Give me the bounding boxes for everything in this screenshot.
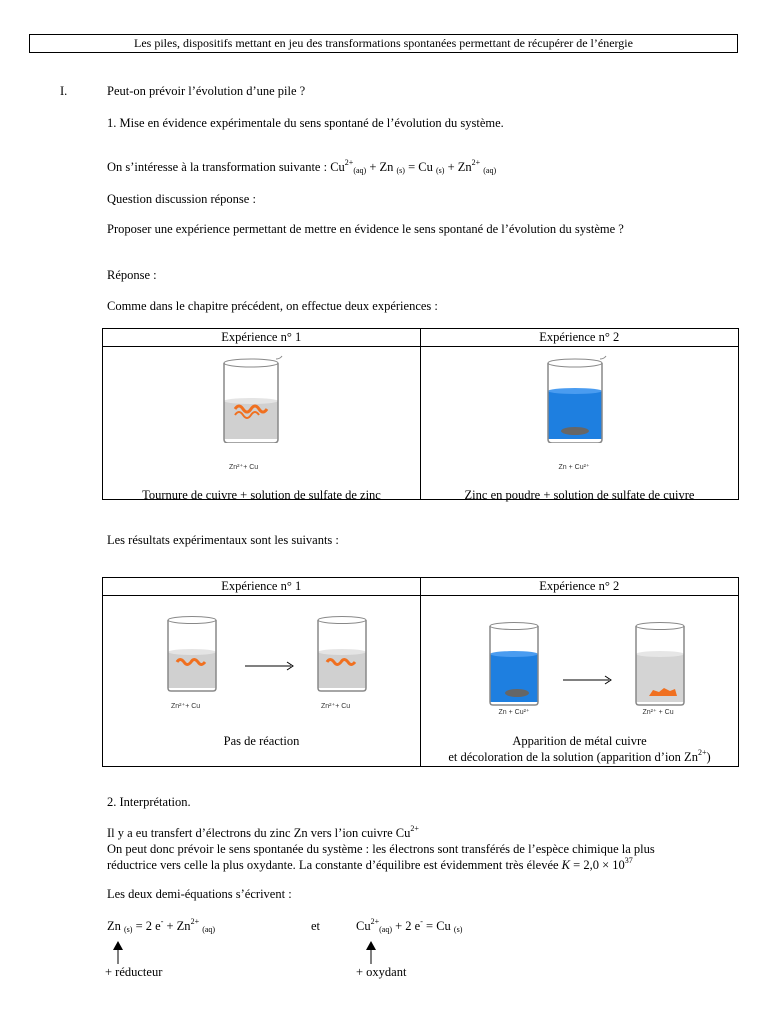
table2-cell-exp1 bbox=[103, 596, 421, 767]
table2-caption-exp1: Pas de réaction bbox=[223, 734, 300, 748]
table1-caption-exp1: Tournure de cuivre + solution de sulfate de zinc bbox=[142, 488, 381, 502]
half-equation-intro: Les deux demi-équations s’écrivent : bbox=[107, 887, 292, 901]
half-equation-zinc: Zn $_{(s)}$ = 2 $e^- + Zn^{2+}$ $_{(aq)}$ bbox=[107, 917, 216, 934]
conjunction-et: et bbox=[311, 919, 321, 933]
table1-header-exp1: Expérience n° 1 bbox=[103, 329, 421, 347]
answer-text: Comme dans le chapitre précédent, on effectue deux expériences : bbox=[107, 299, 438, 313]
answer-label: Réponse : bbox=[107, 268, 157, 282]
label-reducteur: + réducteur bbox=[105, 965, 163, 979]
beaker-before-exp1-icon bbox=[165, 612, 225, 692]
subsection-2-heading: 2. Interprétation. bbox=[107, 795, 191, 809]
experiment-table-2 bbox=[102, 577, 739, 767]
beaker-before-exp2-icon bbox=[487, 618, 547, 708]
table1-beaker2-label: Zn + Cu²⁺ bbox=[558, 464, 590, 471]
table2-header-exp2: Expérience n° 2 bbox=[420, 578, 739, 596]
table2-beaker1-label: Zn²⁺+ Cu bbox=[171, 703, 201, 710]
half-equation-copper: $Cu^{2+}_{(aq)} + 2$ e- = Cu $_{(s)}$ bbox=[356, 917, 463, 934]
beaker-after-exp1-icon bbox=[315, 612, 375, 692]
arrow-up-reducteur-icon bbox=[112, 940, 124, 964]
table2-beaker2-label: Zn²⁺+ Cu bbox=[321, 703, 351, 710]
question-label: Question discussion réponse : bbox=[107, 192, 256, 206]
label-oxydant: + oxydant bbox=[356, 965, 407, 979]
interp-line-3: réductrice vers celle la plus oxydante. La constante d’équilibre est évidemment très élevée $K = 2,0 \times 10^{37}$ bbox=[107, 856, 633, 872]
table2-beaker4-label: Zn²⁺ + Cu bbox=[642, 709, 674, 716]
arrow-exp1-icon bbox=[243, 660, 303, 672]
beaker-copper-zinc-sulfate-icon bbox=[221, 353, 301, 443]
document-title: Les piles, dispositifs mettant en jeu des transformations spontanées permettant de récupérer de l’énergie bbox=[29, 34, 738, 53]
section-heading: Peut-on prévoir l’évolution d’une pile ? bbox=[107, 84, 306, 98]
beaker-after-exp2-icon bbox=[633, 618, 693, 708]
table2-header-exp1: Expérience n° 1 bbox=[103, 578, 421, 596]
beaker-zinc-copper-sulfate-icon bbox=[545, 353, 625, 443]
reaction-equation: $Cu^{2+}_{(aq)} + Zn$ $_{(s)}$ = Cu $_{(s)} + Zn^{2+}$ $_{(aq)}$ bbox=[330, 158, 497, 175]
table1-beaker1-label: Zn²⁺+ Cu bbox=[229, 464, 259, 471]
reaction-line bbox=[107, 160, 496, 175]
table1-caption-exp2: Zinc en poudre + solution de sulfate de cuivre bbox=[464, 488, 695, 502]
table1-cell-exp2 bbox=[420, 347, 739, 500]
question-text: Proposer une expérience permettant de mettre en évidence le sens spontané de l’évolution du système ? bbox=[107, 222, 624, 236]
table2-caption-exp2-line2: et décoloration de la solution (apparition d’ion $Zn^{2+}$) bbox=[448, 748, 711, 764]
table1-header-exp2: Expérience n° 2 bbox=[420, 329, 739, 347]
subsection-1-heading: 1. Mise en évidence expérimentale du sens spontané de l’évolution du système. bbox=[107, 116, 504, 130]
experiment-table-1 bbox=[102, 328, 739, 500]
table2-cell-exp2 bbox=[420, 596, 739, 767]
arrow-up-oxydant-icon bbox=[365, 940, 377, 964]
arrow-exp2-icon bbox=[561, 674, 621, 686]
table1-cell-exp1 bbox=[103, 347, 421, 500]
section-number: I. bbox=[60, 84, 68, 98]
table2-beaker3-label: Zn + Cu²⁺ bbox=[498, 709, 530, 716]
table2-caption-exp2-line1: Apparition de métal cuivre bbox=[512, 734, 647, 748]
interp-line-2: On peut donc prévoir le sens spontanée du système : les électrons sont transférés de l’espèce chimique la plus bbox=[107, 842, 655, 856]
results-intro: Les résultats expérimentaux sont les suivants : bbox=[107, 533, 339, 547]
interp-line-1: Il y a eu transfert d’électrons du zinc Zn vers l’ion cuivre $Cu^{2+}$ bbox=[107, 824, 419, 840]
reaction-intro: On s’intéresse à la transformation suivante : bbox=[107, 160, 331, 174]
